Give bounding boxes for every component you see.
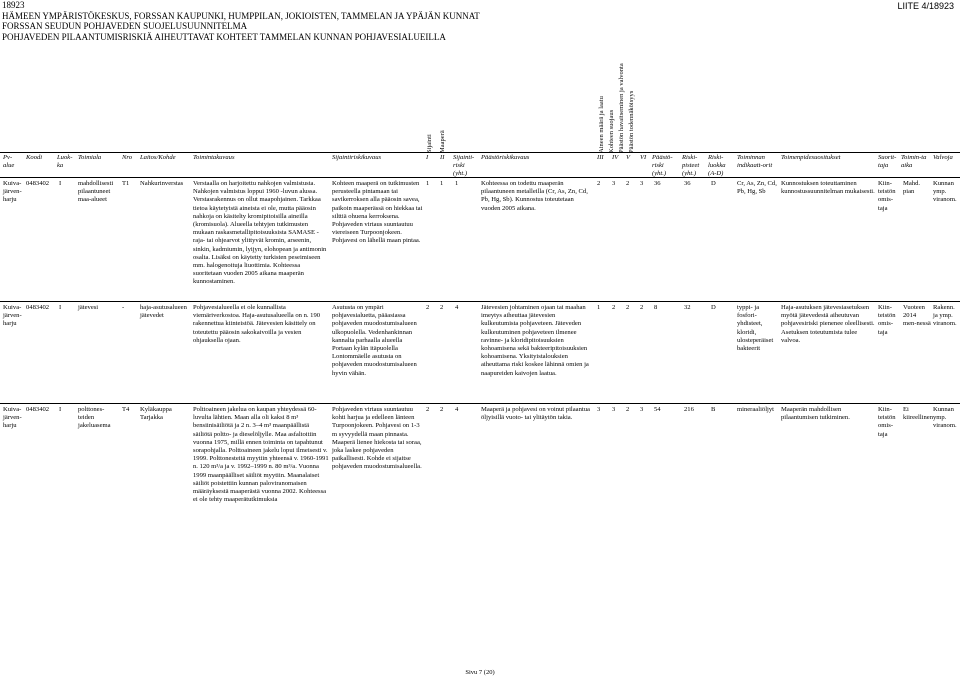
col-header-riskipisteet: Riski-pisteet (yht.) <box>682 154 700 177</box>
col-header-koodi: Koodi <box>26 154 43 161</box>
col-header-pv-alue: Pv-alue <box>3 154 15 169</box>
col-header-vi: VI <box>640 154 647 161</box>
cell-vi: 3 <box>640 406 644 413</box>
cell-pv-alue: Kuiva-järven-harju <box>3 406 22 430</box>
col-header-toimiala: Toimiala <box>78 154 102 161</box>
cell-ii: 2 <box>440 304 444 311</box>
col-header-suorittaja: Suorit-taja <box>878 154 897 169</box>
cell-suorittaja: Kiin-teistön omis-taja <box>878 304 896 336</box>
cell-v: 2 <box>626 304 630 311</box>
cell-valvoja: Rakenn. ja ymp. viranom. <box>933 304 957 328</box>
cell-paastoriski: 54 <box>654 406 661 413</box>
page-number: Sivu 7 (20) <box>465 669 495 676</box>
cell-paastoriski: 8 <box>654 304 658 311</box>
cell-koodi: 0483402 <box>26 406 50 413</box>
vertical-header-aineen: Aineen määrä ja laatu <box>598 96 605 153</box>
cell-riskipisteet: 32 <box>684 304 691 311</box>
cell-toimenpiteet: Haja-asutuksen jätevesiasetuksen myötä jätevedestä aiheutuvan pohjavesiriski pienenee oleellisesti. Asetuksen toteutumista tulee valvoa. <box>781 304 875 344</box>
col-header-iv: IV <box>612 154 619 161</box>
cell-iv: 2 <box>612 304 616 311</box>
cell-v: 2 <box>626 406 630 413</box>
row-divider <box>0 301 960 302</box>
cell-sijaintiriski: 4 <box>455 304 459 311</box>
col-header-sijaintiriski: Sijainti-riski (yht.) <box>453 154 475 177</box>
cell-riskiluokka: D <box>711 304 716 311</box>
col-header-sijaintiriskikuvaus: Sijaintiriskikuvaus <box>332 154 382 161</box>
cell-iii: 3 <box>597 406 601 413</box>
row-divider <box>0 403 960 404</box>
cell-riskiluokka: B <box>711 406 716 413</box>
cell-koodi: 0483402 <box>26 180 50 187</box>
vertical-header-sijainti: Sijainti <box>426 134 433 153</box>
cell-sijaintikuvaus: Asutusta on ympäri pohjavesialuetta, pääasiassa pohjaveden muodostumisalueen ulkopuolella. Vedenhankinnan kannalta parhaalla alueella Portaan kylän itäpuolella Lontommäelle asutusta on pohjaveden muodostumisalueen hyvin vähän. <box>332 304 417 377</box>
col-header-toiminta-aika: Toimin-ta aika <box>901 154 927 169</box>
cell-i: 1 <box>426 180 430 187</box>
cell-toiminta-aika: Vuoteen 2014 men-nessä <box>903 304 931 328</box>
col-header-valvoja: Valvoja <box>933 154 953 161</box>
cell-kohde: haja-asutusalueen jätevedet <box>140 304 187 320</box>
vertical-header-todennakoisyys: Päästön todennäköisyys <box>628 90 635 153</box>
cell-paastokuvaus: Jätevesien johtaminen ojaan tai maahan imeytys aiheuttaa jätevesien kulkeutumista pohjaveteen. Jäteveden kulkeutuminen pohjaveteen ilmenee ravinne- ja kloridipitoisuuksien kohoamisena sekä bakteeripitoisuuksien kohoamisena. Yksityistalouksien aiheuttama riski koskee lähinnä omien ja naapureiden kaivojen laatua. <box>481 304 589 377</box>
cell-koodi: 0483402 <box>26 304 50 311</box>
cell-kohde: Kyläkauppa Tarjakka <box>140 406 172 422</box>
cell-iii: 2 <box>597 180 601 187</box>
col-header-nro: Nro <box>122 154 133 161</box>
cell-nro: T1 <box>122 180 130 187</box>
col-header-indikaattorit: Toiminnan indikaatt-orit <box>737 154 773 169</box>
cell-paastokuvaus: Kohteessa on todettu maaperän pilaantuneen metalleilla (Cr, As, Zn, Cd, Pb, Hg, Sb). Kunnostus toteutetaan vuoden 2005 aikana. <box>481 180 588 212</box>
col-header-paastoriskikuvaus: Päästöriskikuvaus <box>481 154 530 161</box>
appendix-label: LIITE 4/18923 <box>897 1 954 11</box>
table-top-rule <box>0 152 960 153</box>
cell-luokka: I <box>59 406 62 413</box>
cell-vi: 3 <box>640 180 644 187</box>
col-header-iii: III <box>597 154 604 161</box>
cell-toimiala: polttones-teiden jakeluasema <box>78 406 111 430</box>
cell-nro: T4 <box>122 406 130 413</box>
col-header-luokka: Luok-ka <box>57 154 73 169</box>
cell-riskipisteet: 216 <box>684 406 694 413</box>
cell-paastoriski: 36 <box>654 180 661 187</box>
vertical-header-maapera: Maaperä <box>439 130 446 153</box>
cell-riskipisteet: 36 <box>684 180 691 187</box>
cell-kuvaus: Pohjavesialueella ei ole kunnallista viemäriverkostoa. Haja-asutusalueella on n. 190 rakennettua kiinteistöä. Jätevesien käsittely on toteutettu pääosin sakokaivoilla ja vesien ohjauksella ojaan. <box>193 304 321 344</box>
cell-toimiala: jätevesi <box>78 304 99 311</box>
cell-sijaintikuvaus: Kohteen maaperä on tutkimusten perusteella pintamaan tai savikerroksen alla pääosin savea, paikoin maaperässä on hiekkaa tai silttiä ohuena kerroksena. Pohjaveden virtaus suuntautuu viereiseen Turpoonjokeen. Pohjavesi on lähellä maan pintaa. <box>332 180 423 245</box>
col-header-laitos: Laitos/Kohde <box>140 154 176 161</box>
cell-pv-alue: Kuiva-järven-harju <box>3 304 22 328</box>
cell-toimenpiteet: Kunnostuksen toteuttaminen kunnostussuunnitelman mukaisesti. <box>781 180 875 196</box>
header-line-1: HÄMEEN YMPÄRISTÖKESKUS, FORSSAN KAUPUNKI, HUMPPILAN, JOKIOISTEN, TAMMELAN JA YPÄJÄN KUNNAT <box>2 10 480 21</box>
cell-riskiluokka: D <box>711 180 716 187</box>
header-line-2: FORSSAN SEUDUN POHJAVEDEN SUOJELUSUUNNITELMA <box>2 21 248 31</box>
cell-suorittaja: Kiin-teistön omis-taja <box>878 406 896 438</box>
col-header-ii: II <box>440 154 445 161</box>
cell-luokka: I <box>59 180 62 187</box>
col-header-v: V <box>626 154 631 161</box>
vertical-header-suojaus: Kohteen suojaus <box>608 109 615 153</box>
vertical-header-havaitseminen: Päästön havaitseminen ja valvonta <box>618 63 625 153</box>
cell-sijaintiriski: 1 <box>455 180 459 187</box>
cell-valvoja: Kunnan ymp. viranom. <box>933 406 957 430</box>
cell-toiminta-aika: Mahd. pian <box>903 180 921 196</box>
cell-indikaattorit: mineraaliöljyt <box>737 406 774 413</box>
col-header-toimenpidesuositukset: Toimenpidesuositukset <box>781 154 841 161</box>
cell-sijaintikuvaus: Pohjaveden virtaus suuntautuu kohti harjua ja edelleen länteen Turpoonjokeen. Pohjavesi on 1-3 m syvyydellä maan pinnasta. Maaperä lienee hiekosta tai soraa, joka laskee pohjaveden paikallisesti. Kohde ei sijaitse pohjaveden muodostumisalueella. <box>332 406 422 471</box>
cell-toimiala: mahdollisesti pilaantuneet maa-alueet <box>78 180 114 204</box>
cell-vi: 2 <box>640 304 644 311</box>
cell-iv: 3 <box>612 406 616 413</box>
cell-i: 2 <box>426 406 430 413</box>
cell-luokka: I <box>59 304 62 311</box>
cell-kuvaus: Polttoaineen jakelua on kaupan yhteydessä 60-luvulta lähtien. Maan alla oli kaksi 8 m³ bensiinisäiliötä ja 2 n. 3–4 m³ maanpäällistä säiliötä poltto- ja dieselöljylle. Maa asfaltoitiin vuonna 1975, millä ennen toiminta on tapahtunut sorapohjalla. Polttoaineen jakelu lopui ilmeisesti v. 1999. Polttonesteitä myytiin yhteensä v. 1960-1991 n. 120 m³/a ja v. 1992–1999 n. 80 m³/a. Vuonna 1999 maanpäälliset säiliöt myytiin. Maanalaiset säiliöt poistettiin kunnan paloviranomaisen määräyksestä maaperästä vuonna 2002. Kohteessa ei ole tehty maaperätutkimuksia <box>193 406 329 504</box>
cell-toiminta-aika: Ei kiireellinen <box>903 406 934 422</box>
document-number: 18923 <box>2 0 25 10</box>
cell-ii: 1 <box>440 180 444 187</box>
col-header-paastoriski: Päästö-riski (yht.) <box>652 154 673 177</box>
header-bottom-rule <box>0 177 960 178</box>
cell-toimenpiteet: Maaperän mahdollisen pilaantumisen tutkiminen. <box>781 406 850 422</box>
col-header-i: I <box>426 154 429 161</box>
cell-pv-alue: Kuiva-järven-harju <box>3 180 22 204</box>
cell-suorittaja: Kiin-teistön omis-taja <box>878 180 896 212</box>
col-header-toimintakuvaus: Toimintakuvaus <box>193 154 235 161</box>
cell-paastokuvaus: Maaperä ja pohjavesi on voinut pilaantua öljyisillä vuoto- tai ylitäytön takia. <box>481 406 590 422</box>
cell-indikaattorit: typpi- ja fosfori-yhdisteet, kloridi, ulosteperäiset bakteerit <box>737 304 774 353</box>
cell-iv: 3 <box>612 180 616 187</box>
cell-ii: 2 <box>440 406 444 413</box>
cell-i: 2 <box>426 304 430 311</box>
cell-kuvaus: Verstaalla on harjoitettu nahkojen valmistusta. Nahkojen valmistus loppui 1960 -luvun alussa. Verstasrakennus on ollut maapohjainen. Tarkkaa tietoa käytetyistä aineista ei ole, mutta pääosin nahkoja on käsitelty kromipitoisilla aineilla (kromisuola). Alueella tehtyjen tutkimusten mukaan raskasmetallipitoisuuksista SAMASE -raja- tai ohjearvot ylittyvät kromin, arseenin, sinkin, kadmiumin, lyijyn, elohopean ja antimonin osalta. Lisäksi on käytetty turkisten peseimiseen mm. halogenoituja liuottimia. Kohteessa suoritetaan vuoden 2005 aikana maaperän kunnostaminen. <box>193 180 327 286</box>
col-header-riskiluokka: Riski-luokka (A-D) <box>708 154 726 177</box>
cell-kohde: Nahkurinverstas <box>140 180 184 187</box>
cell-iii: 1 <box>597 304 601 311</box>
cell-nro: - <box>122 304 125 311</box>
cell-indikaattorit: Cr, As, Zn, Cd, Pb, Hg, Sb <box>737 180 777 196</box>
cell-valvoja: Kunnan ymp. viranom. <box>933 180 957 204</box>
document-header <box>2 0 480 42</box>
cell-sijaintiriski: 4 <box>455 406 459 413</box>
header-line-3: POHJAVEDEN PILAANTUMISRISKIÄ AIHEUTTAVAT KOHTEET TAMMELAN KUNNAN POHJAVESIALUEILLA <box>2 31 446 42</box>
cell-v: 2 <box>626 180 630 187</box>
